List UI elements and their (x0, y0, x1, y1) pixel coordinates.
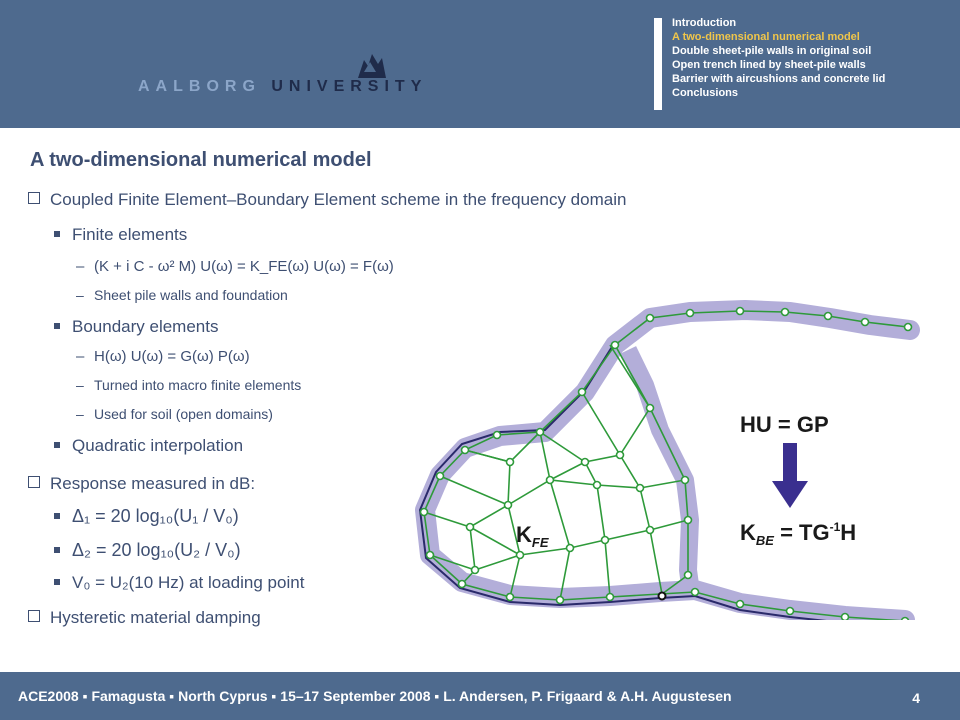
checkbox-bullet-icon (28, 610, 40, 622)
square-bullet-icon (54, 579, 60, 585)
bullet-response-db: Response measured in dB: (28, 474, 255, 494)
loading-point-node (659, 593, 666, 600)
be-equation: – H(ω) U(ω) = G(ω) P(ω) (76, 348, 250, 365)
slide-title: A two-dimensional numerical model (30, 149, 372, 171)
v0-definition: V₀ = U₂(10 Hz) at loading point (54, 573, 304, 593)
nav-item-introduction[interactable]: Introduction (672, 17, 737, 29)
aalborg-university-logo (138, 52, 428, 100)
delta2-formula: Δ₂ = 20 log₁₀(U₂ / V₀) (54, 540, 241, 561)
logo-university-text: UNIVERSITY (271, 78, 428, 95)
bullet-finite-elements: Finite elements (54, 225, 187, 245)
nav-divider (654, 18, 662, 110)
footer-bar (0, 672, 960, 720)
fe-mesh (424, 311, 908, 620)
nav-item-numerical-model[interactable]: A two-dimensional numerical model (672, 31, 860, 43)
delta1-formula: Δ₁ = 20 log₁₀(U₁ / V₀) (54, 506, 239, 527)
square-bullet-icon (54, 323, 60, 329)
be-note-macro: – Turned into macro finite elements (76, 377, 302, 393)
square-bullet-icon (54, 442, 60, 448)
footer-conference-text: ACE2008 ▪ Famagusta ▪ North Cyprus ▪ 15–17 September 2008 ▪ L. Andersen, P. Frigaard & A.H. Augustesen (18, 688, 732, 704)
bullet-boundary-elements: Boundary elements (54, 317, 218, 337)
boundary-edge (420, 342, 905, 620)
checkbox-bullet-icon (28, 476, 40, 488)
square-bullet-icon (54, 547, 60, 553)
header-bar (0, 0, 960, 128)
nav-item-conclusions[interactable]: Conclusions (672, 87, 739, 99)
nav-item-double-sheet-pile[interactable]: Double sheet-pile walls in original soil (672, 45, 872, 57)
logo-aalborg-text: AALBORG (138, 78, 261, 95)
kfe-label: $K_{FE}$ (516, 522, 549, 550)
fe-be-mesh-figure (405, 300, 925, 620)
aalborg-emblem-icon (354, 50, 388, 80)
section-nav (672, 16, 885, 100)
nav-item-open-trench[interactable]: Open trench lined by sheet-pile walls (672, 59, 866, 71)
bullet-quadratic: Quadratic interpolation (54, 436, 243, 456)
down-arrow-icon (772, 443, 808, 508)
mesh-nodes (421, 308, 912, 621)
hu-gp-label: HU = GP (740, 412, 829, 437)
nav-item-barrier[interactable]: Barrier with aircushions and concrete lid (672, 73, 886, 85)
fe-equation: – (K + i C - ω² M) U(ω) = K_FE(ω) U(ω) = F(ω) (76, 258, 394, 275)
checkbox-bullet-icon (28, 192, 40, 204)
square-bullet-icon (54, 513, 60, 519)
square-bullet-icon (54, 231, 60, 237)
bullet-damping: Hysteretic material damping (28, 608, 261, 628)
fe-note: – Sheet pile walls and foundation (76, 287, 288, 303)
be-note-soil: – Used for soil (open domains) (76, 406, 273, 422)
kbe-label: $K_{BE} = TG^{-1}H$ (740, 520, 857, 548)
bullet-coupled-scheme: Coupled Finite Element–Boundary Element scheme in the frequency domain (28, 190, 626, 210)
page-number: 4 (912, 690, 920, 706)
